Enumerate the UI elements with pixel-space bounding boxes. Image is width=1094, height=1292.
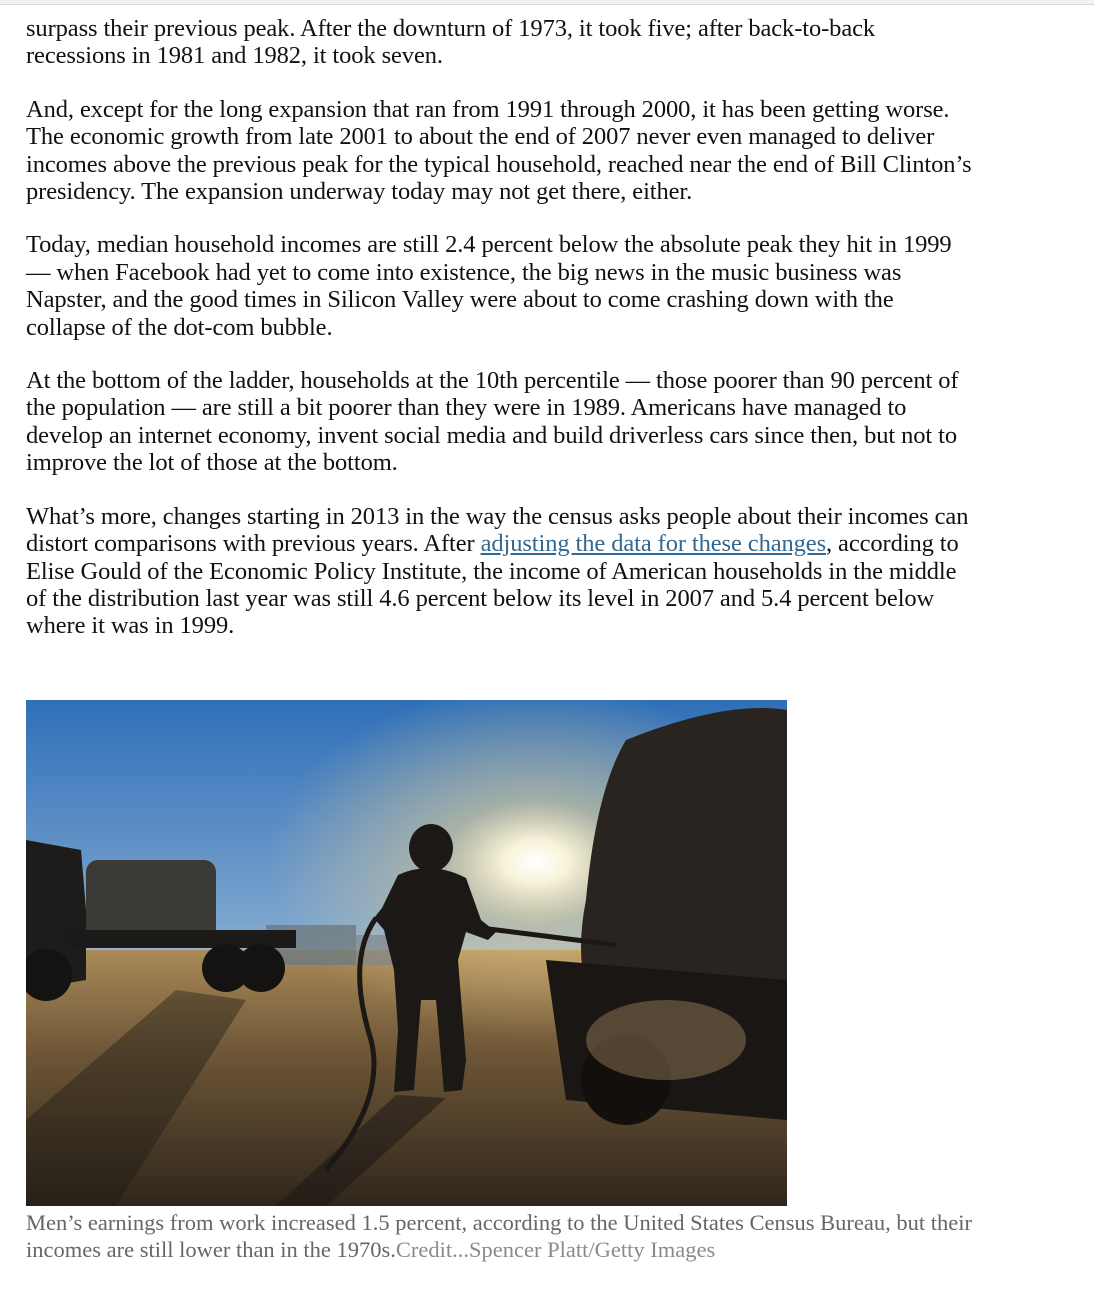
article-paragraph-3: Today, median household incomes are still 2.4 percent below the absolute peak they hit in 1999 — when Facebook had yet to come into existence, the big news in the music business was Napster, and the good times in Silicon Valley were about to come crashing down with the collapse of the dot-com bubble. — [26, 231, 952, 341]
paragraph-5-text-after-link: , according to Elise Gould of the Economic Policy Institute, the income of American households in the middle of the distribution last year was still 4.6 percent below its level in 2007 and 5.4 percent below where it was in 1999. — [26, 530, 959, 640]
browser-top-edge — [0, 0, 1094, 5]
article-body — [26, 15, 976, 666]
article-photo — [26, 700, 787, 1206]
article-paragraph-5 — [26, 503, 976, 640]
photo-caption — [26, 1209, 976, 1264]
worker-silhouette-photo — [26, 700, 787, 1206]
photo-credit: Credit...Spencer Platt/Getty Images — [395, 1237, 716, 1263]
article-paragraph-4: At the bottom of the ladder, households at the 10th percentile — those poorer than 90 percent of the population — are still a bit poorer than they were in 1989. Americans have managed to develop an internet economy, invent social media and build driverless cars since then, but not to improve the lot of those at the bottom. — [26, 367, 959, 477]
caption-text: Men’s earnings from work increased 1.5 percent, according to the United States Census Bureau, but their incomes are still lower than in the 1970s. — [26, 1210, 972, 1263]
paragraph-5-text-before-link: What’s more, changes starting in 2013 in the way the census asks people about their incomes can distort comparisons with previous years. After — [26, 502, 969, 558]
article-paragraph-2: And, except for the long expansion that ran from 1991 through 2000, it has been getting worse. The economic growth from late 2001 to about the end of 2007 never even managed to deliver incomes above the previous peak for the typical household, reached near the end of Bill Clinton’s presidency. The expansion underway today may not get there, either. — [26, 95, 972, 206]
article-paragraph-1: surpass their previous peak. After the downturn of 1973, it took five; after back-to-back recessions in 1981 and 1982, it took seven. — [26, 15, 876, 70]
adjusting-data-link[interactable]: adjusting the data for these changes — [480, 530, 826, 558]
